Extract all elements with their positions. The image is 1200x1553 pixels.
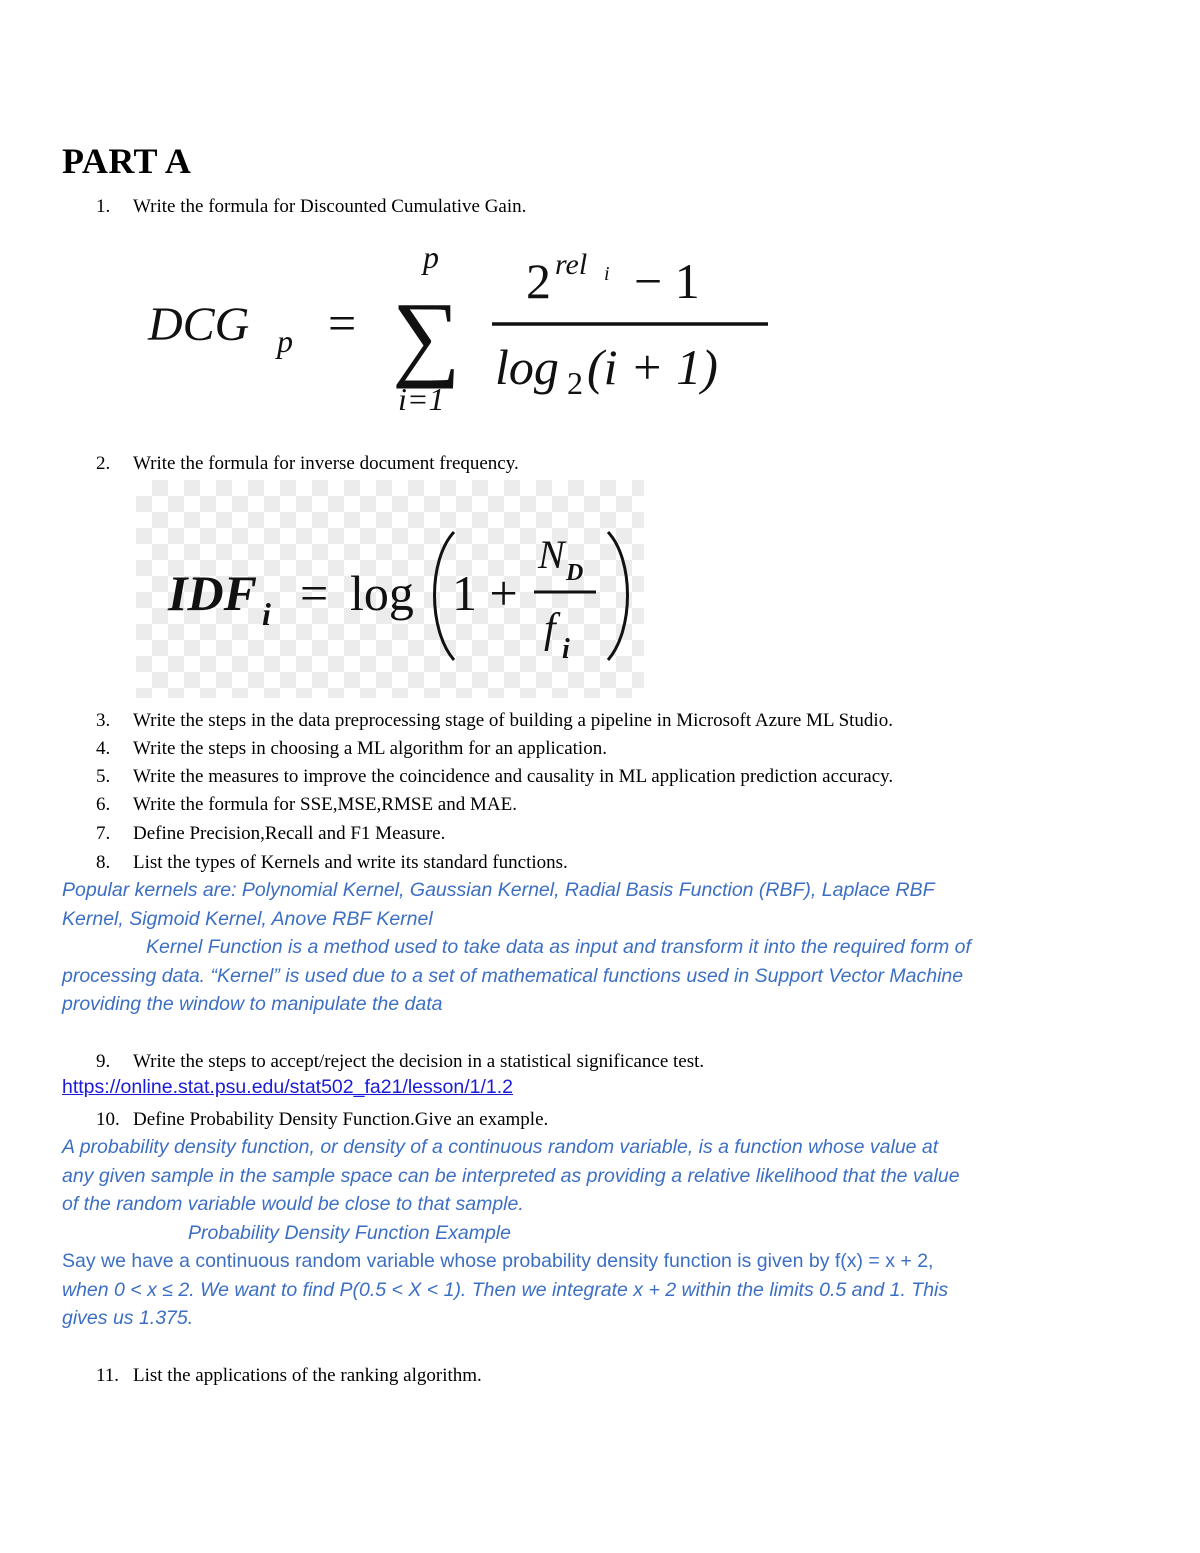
question-text: Define Precision,Recall and F1 Measure.: [133, 823, 446, 844]
idf-one-plus: 1 +: [452, 565, 518, 621]
question-number: 6.: [96, 794, 111, 815]
dcg-numerator-tail: − 1: [634, 253, 700, 309]
answer-line: A probability density function, or density of a continuous random variable, is a function whose value at: [62, 1136, 939, 1158]
question-number: 7.: [96, 823, 111, 844]
answer-line: Popular kernels are: Polynomial Kernel, Gaussian Kernel, Radial Basis Function (RBF), Laplace RBF: [62, 879, 935, 901]
question-number: 4.: [96, 738, 111, 759]
idf-denominator-sub: i: [562, 634, 570, 665]
answer-line: providing the window to manipulate the data: [62, 993, 443, 1015]
part-heading: PART A: [62, 141, 192, 181]
answer-line: Kernel Function is a method used to take data as input and transform it into the required form of: [146, 936, 971, 958]
dcg-lhs-sub: p: [277, 323, 293, 359]
question-text: Define Probability Density Function.Give an example.: [133, 1109, 549, 1130]
dcg-denominator-sub: 2: [567, 365, 583, 401]
idf-formula: [136, 480, 644, 698]
answer-line: when 0 < x ≤ 2. We want to find P(0.5 < X < 1). Then we integrate x + 2 within the limits 0.5 and 1. This: [62, 1278, 949, 1301]
question-number: 1.: [96, 196, 111, 217]
idf-log: log: [350, 565, 414, 621]
dcg-formula: [140, 236, 780, 421]
question-text: Write the formula for Discounted Cumulative Gain.: [133, 196, 527, 217]
question-text: List the applications of the ranking algorithm.: [133, 1365, 482, 1386]
question-text: Write the steps to accept/reject the decision in a statistical significance test.: [133, 1051, 705, 1072]
idf-numerator-base: N: [538, 532, 565, 577]
right-paren-icon: [608, 532, 628, 660]
dcg-denominator-arg: (i + 1): [587, 339, 718, 395]
question-number: 11.: [96, 1365, 120, 1386]
dcg-numerator-exp: rel: [555, 248, 588, 281]
question-number: 9.: [96, 1051, 111, 1072]
answer-subtitle: Probability Density Function Example: [188, 1221, 511, 1244]
question-text: Write the steps in choosing a ML algorithm for an application.: [133, 738, 607, 759]
dcg-sum-lower: i=1: [398, 381, 445, 417]
answer-line: of the random variable would be close to that sample.: [62, 1193, 524, 1215]
answer-line: Say we have a continuous random variable whose probability density function is given by f(x) = x + 2,: [62, 1250, 934, 1272]
idf-equals: =: [300, 565, 329, 621]
question-text: Write the measures to improve the coincidence and causality in ML application prediction accuracy.: [133, 766, 894, 787]
question-text: Write the formula for inverse document frequency.: [133, 453, 519, 474]
idf-denominator-base: f: [544, 606, 556, 652]
dcg-numerator-exp-sub: i: [604, 263, 610, 285]
answer-line: gives us 1.375.: [62, 1307, 194, 1329]
question-text: Write the formula for SSE,MSE,RMSE and MAE.: [133, 794, 517, 815]
answer-line: any given sample in the sample space can be interpreted as providing a relative likelihood that the value: [62, 1164, 960, 1187]
question-number: 3.: [96, 710, 111, 731]
idf-lhs: IDF: [168, 565, 257, 621]
question-text: Write the steps in the data preprocessing stage of building a pipeline in Microsoft Azure ML Studio.: [133, 710, 893, 731]
dcg-formula-graphic: [140, 236, 780, 421]
reference-link[interactable]: https://online.stat.psu.edu/stat502_fa21/lesson/1/1.2: [62, 1076, 513, 1098]
dcg-equals: =: [328, 295, 357, 351]
sum-icon: ∑: [392, 282, 461, 389]
answer-line: processing data. “Kernel” is used due to a set of mathematical functions used in Support Vector Machine: [62, 964, 964, 987]
question-number: 8.: [96, 852, 111, 873]
question-number: 2.: [96, 453, 111, 474]
question-text: List the types of Kernels and write its standard functions.: [133, 852, 568, 873]
dcg-denominator-log: log: [495, 339, 559, 395]
dcg-numerator-base: 2: [526, 253, 551, 309]
answer-pdf: [62, 1133, 1072, 1333]
idf-formula-graphic: [136, 480, 644, 698]
question-number: 5.: [96, 766, 111, 787]
dcg-lhs: DCG: [148, 298, 250, 351]
answer-line: Kernel, Sigmoid Kernel, Anove RBF Kernel: [62, 907, 433, 930]
question-number: 10.: [96, 1109, 120, 1130]
idf-lhs-sub: i: [262, 596, 271, 632]
idf-numerator-sub: D: [566, 560, 584, 586]
dcg-sum-upper: p: [423, 239, 439, 275]
answer-kernels: [62, 876, 1072, 1019]
